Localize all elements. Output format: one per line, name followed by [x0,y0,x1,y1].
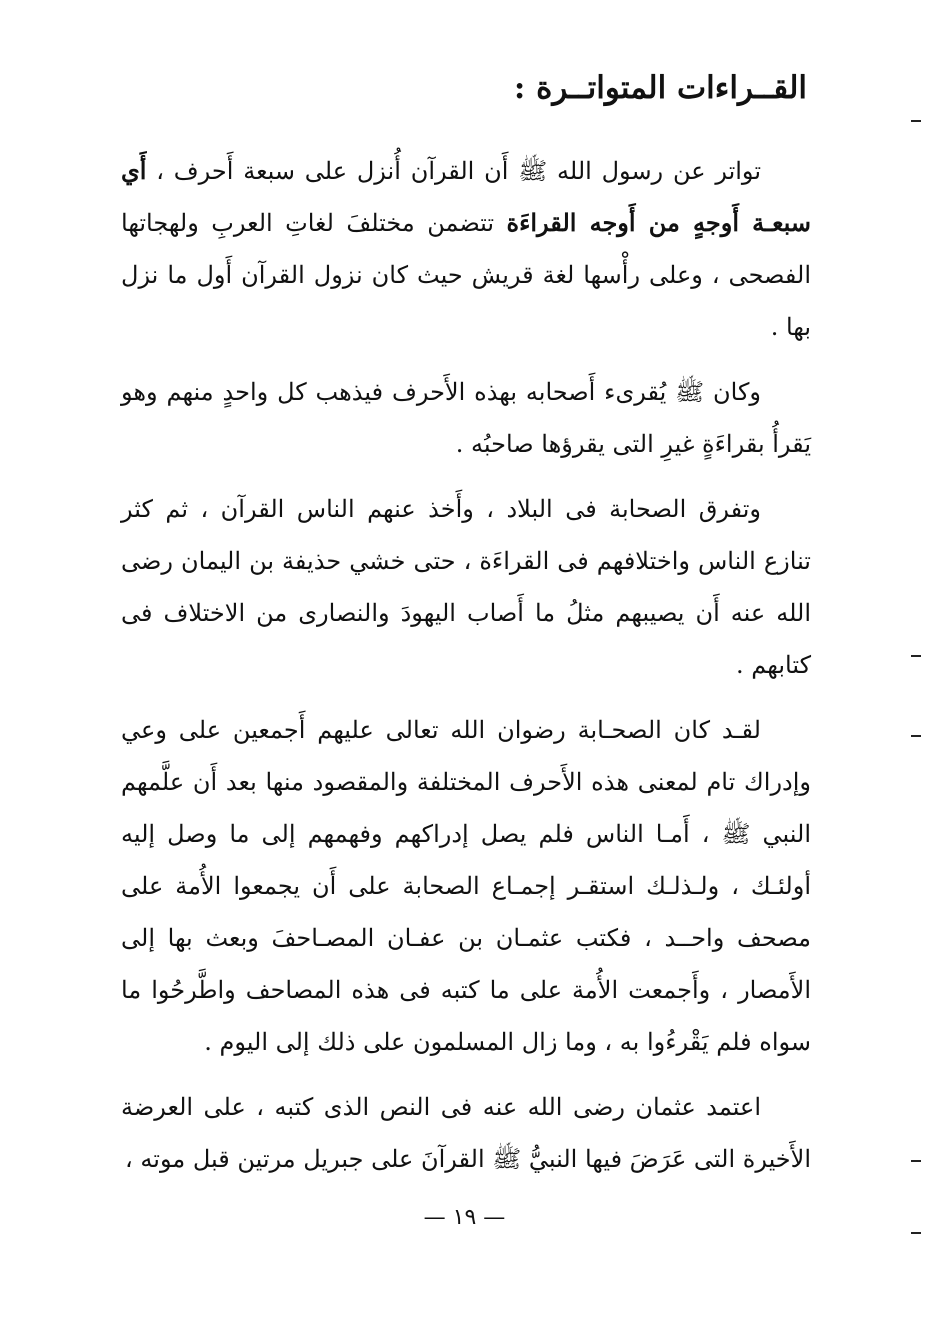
scan-edge-mark [911,1160,921,1162]
paragraph-5 [121,1081,811,1185]
paragraph-2 [121,366,811,470]
body-text [121,145,811,1198]
paragraph-text: وكان ﷺ يُقرىء أَصحابه بهذه الأَحرف فيذهب كل واحدٍ منهم وهو يَقرأُ بقراءَةٍ غيرِ التى يقرؤها صاحبُه . [121,378,811,458]
paragraph-text: لقـد كان الصحـابة رضوان الله تعالى عليهم أَجمعين على وعي وإدراك تام لمعنى هذه الأَحرف المختلفة والمقصود منها بعد أَن علَّمهم النبي ﷺ ، أَمـا الناس فلم يصل إدراكهم وفهمهم إلى ما وصل إليه أولئـك ، ولـذلـك استقـر إجمـاع الصحابة على أَن يجمعوا الأُمة على مصحف واحــد ، فكتب عثمـان بن عفـان المصـاحفَ وبعث بها إلى الأَمصار ، وأَجمعت الأُمة على ما كتبه فى هذه المصاحف واطَّرحُوا ما سواه فلم يَقْرءُوا به ، وما زال المسلمون على ذلك إلى اليوم . [121,716,811,1056]
paragraph-1 [121,145,811,353]
scan-edge-mark [911,735,921,737]
paragraph-3 [121,483,811,691]
scan-edge-mark [911,120,921,122]
page-number: — ١٩ — [423,1205,506,1230]
paragraph-text: تتضمن مختلفَ لغاتِ العربِ ولهجاتها الفصحى ، وعلى رأْسها لغة قريش حيث كان نزول القرآن أَول ما نزل بها . [121,209,811,341]
scan-edge-mark [911,1232,921,1234]
scan-edge-mark [911,655,921,657]
section-heading: القــراءات المتواتــرة : [513,70,807,106]
paragraph-text: اعتمد عثمان رضى الله عنه فى النص الذى كتبه ، على العرضة الأَخيرة التى عَرَضَ فيها النبيُّ ﷺ القرآنَ على جبريل مرتين قبل موته ، [121,1093,811,1173]
paragraph-4 [121,704,811,1068]
paragraph-text: وتفرق الصحابة فى البلاد ، وأَخذ عنهم الناس القرآن ، ثم كثر تنازع الناس واختلافهم فى القراءَة ، حتى خشي حذيفة بن اليمان رضى الله عنه أَن يصيبهم مثلُ ما أَصاب اليهودَ والنصارى من الاختلاف فى كتابهم . [121,495,811,679]
paragraph-text: تواتر عن رسول الله ﷺ أَن القرآن أُنزل على سبعة أَحرف ، [146,157,761,185]
bold-phrase: أَي سبعـة أَوجهٍ من أَوجه القراءَة [121,156,812,237]
